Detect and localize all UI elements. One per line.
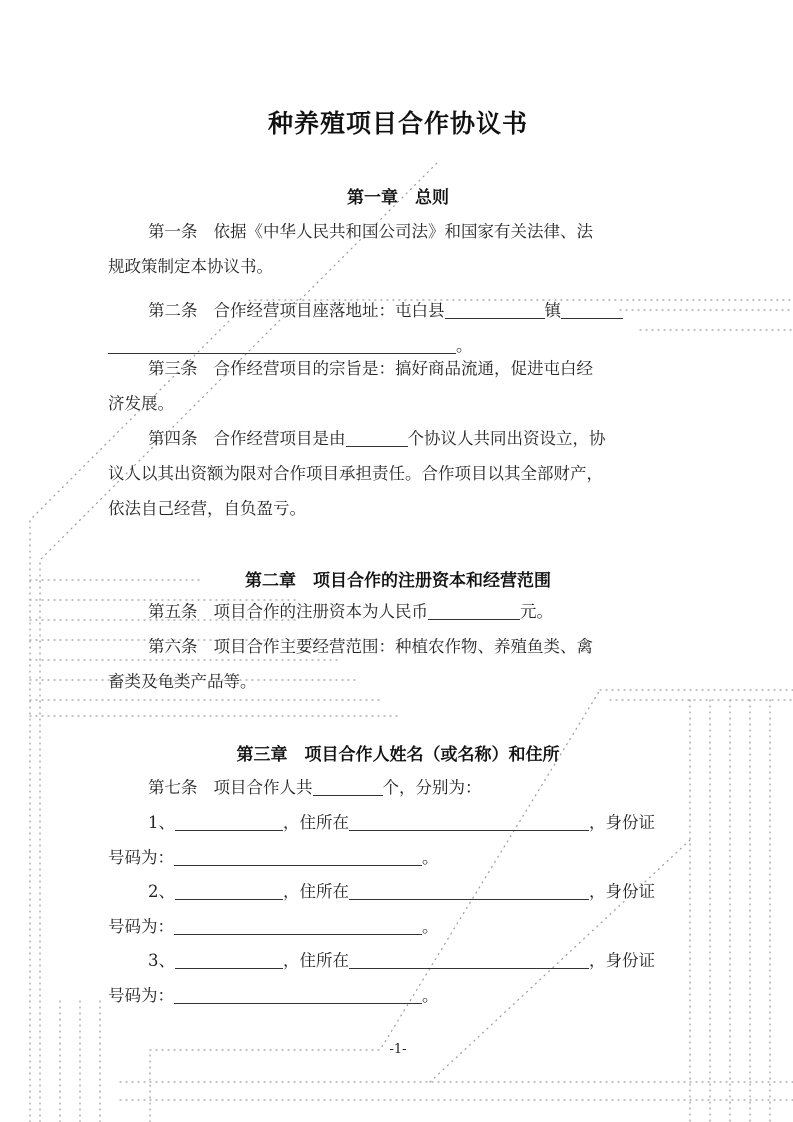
page-number: -1- (389, 1042, 407, 1057)
partner-text: 。 (422, 917, 439, 936)
article-number: 第七条 (148, 778, 198, 797)
article-number: 第六条 (148, 637, 198, 656)
partner-index: 2、 (148, 882, 175, 901)
partner-text: ，住所在 (283, 813, 349, 832)
article-text: 项目合作主要经营范围：种植农作物、养殖鱼类、禽 (213, 637, 593, 656)
chapter-3-heading: 第三章 项目合作人姓名（或名称）和住所 (236, 745, 560, 765)
partner-text: ，身份证 (589, 813, 655, 832)
partner-text: 号码为： (108, 848, 174, 867)
partner-residence-blank[interactable] (349, 950, 589, 969)
article-text: 规政策制定本协议书。 (108, 257, 273, 276)
article-1 (108, 214, 688, 284)
article-3 (108, 351, 688, 421)
partner-entry-2 (108, 874, 688, 944)
article-text: 议人以其出资额为限对合作项目承担责任。合作项目以其全部财产， (108, 464, 603, 483)
article-text: 元。 (520, 602, 553, 621)
partner-name-blank[interactable] (175, 950, 283, 969)
partner-text: 。 (422, 986, 439, 1005)
town-blank[interactable] (561, 300, 623, 319)
article-4 (108, 421, 688, 526)
partner-residence-blank[interactable] (349, 881, 589, 900)
article-text: 个协议人共同出资设立，协 (407, 429, 606, 448)
document-title: 种养殖项目合作协议书 (267, 109, 528, 138)
partner-id-blank[interactable] (174, 916, 422, 935)
partner-text: ，住所在 (283, 951, 349, 970)
partner-residence-blank[interactable] (349, 812, 589, 831)
partner-text: 号码为： (108, 986, 174, 1005)
partner-name-blank[interactable] (175, 812, 283, 831)
partner-entry-3 (108, 943, 688, 1013)
partner-text: ，身份证 (589, 951, 655, 970)
chapter-2-heading: 第二章 项目合作的注册资本和经营范围 (245, 571, 551, 591)
partner-index: 3、 (148, 951, 175, 970)
article-7 (108, 770, 688, 805)
article-6 (108, 629, 688, 699)
article-text: 合作经营项目的宗旨是：搞好商品流通，促进屯白经 (213, 359, 593, 378)
partner-entry-1 (108, 805, 688, 875)
partner-id-blank[interactable] (174, 985, 422, 1004)
partner-text: ，身份证 (589, 882, 655, 901)
article-text: 。 (456, 336, 473, 355)
chapter-1-heading: 第一章 总则 (347, 188, 449, 208)
article-number: 第五条 (148, 602, 198, 621)
partner-index: 1、 (148, 813, 175, 832)
article-text: 济发展。 (108, 394, 174, 413)
partner-text: ，住所在 (283, 882, 349, 901)
partner-text: 。 (422, 848, 439, 867)
partner-text: 号码为： (108, 917, 174, 936)
article-5 (108, 594, 688, 629)
party-count-blank[interactable] (346, 428, 408, 447)
registered-capital-blank[interactable] (428, 601, 520, 620)
article-number: 第一条 (148, 222, 198, 241)
partner-id-blank[interactable] (174, 847, 422, 866)
article-text: 项目合作人共 (213, 778, 313, 797)
article-text: 项目合作的注册资本为人民币 (213, 602, 428, 621)
document-page (108, 0, 688, 1122)
partner-name-blank[interactable] (175, 881, 283, 900)
article-number: 第二条 (148, 301, 198, 320)
article-text: 依据《中华人民共和国公司法》和国家有关法律、法 (213, 222, 593, 241)
article-text: 畜类及龟类产品等。 (108, 672, 257, 691)
partner-count-blank[interactable] (313, 777, 383, 796)
article-text: 合作经营项目是由 (213, 429, 346, 448)
article-text: 合作经营项目座落地址：屯白县 (213, 301, 445, 320)
article-text: 个，分别为： (382, 778, 482, 797)
article-number: 第三条 (148, 359, 198, 378)
article-number: 第四条 (148, 429, 198, 448)
county-blank[interactable] (445, 300, 545, 319)
article-text: 镇 (544, 301, 561, 320)
article-text: 依法自己经营，自负盈亏。 (108, 499, 306, 518)
